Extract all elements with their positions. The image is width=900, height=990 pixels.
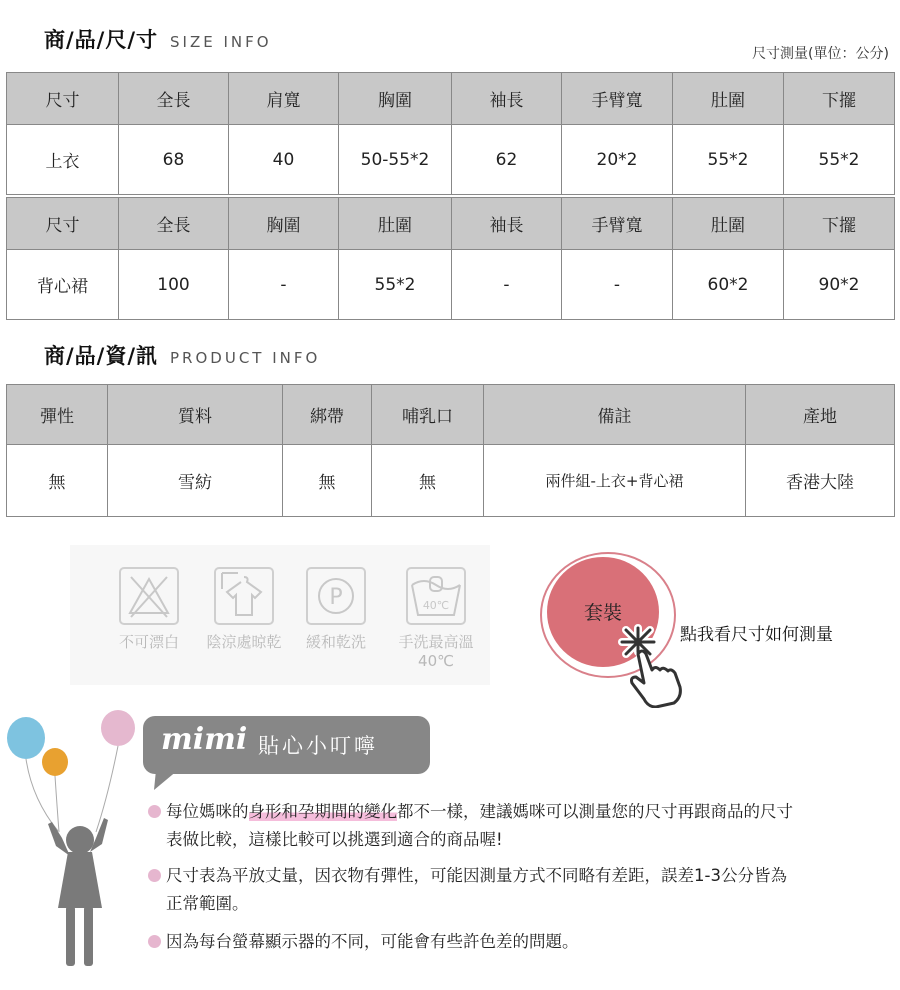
header-cell: 哺乳口 [372,385,484,445]
note-text: 正常範圍。 [166,894,249,913]
header-cell: 袖長 [452,73,562,125]
header-cell: 手臂寬 [562,198,673,250]
note-highlight: 身形和孕期間的變化 [248,802,397,821]
pink-balloon-icon [101,710,135,746]
value-cell: 無 [283,445,372,517]
value-cell: 上衣 [7,125,119,195]
size-title-zh: 商/品/尺/寸 [44,28,159,52]
blue-balloon-icon [7,717,45,759]
p-symbol: P [329,585,343,610]
care-label: 緩和乾洗 [305,633,366,651]
tips-bubble [143,716,430,774]
header-cell: 肚圍 [673,198,784,250]
table-header-row [7,73,895,125]
header-cell: 彈性 [7,385,108,445]
header-cell: 肚圍 [673,73,784,125]
header-cell: 肩寬 [229,73,339,125]
tips-title: 貼心小叮嚀 [258,734,378,758]
size-info-title [44,24,272,54]
set-button-label: 套裝 [583,602,622,624]
shade-dry-icon [214,567,274,625]
child-silhouette-icon [48,818,108,966]
value-cell: 62 [452,125,562,195]
product-info-title [44,340,320,370]
value-cell: 背心裙 [7,250,119,320]
header-cell: 尺寸 [7,73,119,125]
care-label: 不可漂白 [118,633,179,651]
list-item [148,862,888,918]
note-text: 每位媽咪的 [166,802,249,821]
top-size-table [6,72,895,195]
value-cell: - [452,250,562,320]
value-cell: 50-55*2 [339,125,452,195]
care-symbols [70,545,490,685]
note-text: 尺寸表為平放丈量，因衣物有彈性，可能因測量方式不同略有差距，誤差1-3公分皆為 [166,866,787,885]
no-bleach-icon [119,567,179,625]
balloon-girl-illustration [0,700,150,990]
bubble-tail [150,770,180,792]
header-cell: 肚圍 [339,198,452,250]
table-row [7,125,895,195]
note-text: 因為每台螢幕顯示器的不同，可能會有些許色差的問題。 [166,932,579,951]
value-cell: 40 [229,125,339,195]
header-cell: 質料 [108,385,283,445]
header-cell: 手臂寬 [562,73,673,125]
tub-temp: 40℃ [422,599,450,612]
header-cell: 下擺 [784,73,895,125]
bullet-icon [148,805,161,818]
value-cell: - [229,250,339,320]
value-cell: 20*2 [562,125,673,195]
value-cell: 雪紡 [108,445,283,517]
bullet-icon [148,869,161,882]
value-cell: 55*2 [339,250,452,320]
header-cell: 袖長 [452,198,562,250]
note-text: 都不一樣，建議媽咪可以測量您的尺寸再跟商品的尺寸 [397,802,793,821]
list-item [148,798,888,854]
size-title-en: SIZE INFO [170,33,272,51]
value-cell: - [562,250,673,320]
note-text: 表做比較，這樣比較可以挑選到適合的商品喔! [166,830,503,849]
value-cell: 68 [119,125,229,195]
orange-balloon-icon [42,748,68,776]
header-cell: 綁帶 [283,385,372,445]
header-cell: 全長 [119,73,229,125]
value-cell: 60*2 [673,250,784,320]
care-label: 陰涼處晾乾 [206,633,282,651]
value-cell: 無 [7,445,108,517]
value-cell: 無 [372,445,484,517]
header-cell: 胸圍 [339,73,452,125]
care-gentle-dry-clean [296,567,376,652]
header-cell: 全長 [119,198,229,250]
value-cell: 100 [119,250,229,320]
value-cell: 90*2 [784,250,895,320]
value-cell: 香港大陸 [746,445,895,517]
care-shade-dry [194,567,294,652]
product-title-zh: 商/品/資/訊 [44,344,159,368]
header-cell: 尺寸 [7,198,119,250]
product-title-en: PRODUCT INFO [170,349,321,367]
care-no-bleach [104,567,194,652]
table-header-row [7,385,895,445]
value-cell: 55*2 [784,125,895,195]
unit-note: 尺寸測量(單位：公分) [752,46,889,62]
gentle-dry-clean-icon [306,567,366,625]
header-cell: 產地 [746,385,895,445]
care-label: 手洗最高溫 [398,633,474,651]
header-cell: 胸圍 [229,198,339,250]
measure-guide-link[interactable]: 點我看尺寸如何測量 [680,625,833,645]
value-cell: 兩件組-上衣+背心裙 [484,445,746,517]
table-header-row [7,198,895,250]
table-row [7,445,895,517]
dress-size-table [6,197,895,320]
header-cell: 備註 [484,385,746,445]
brand-logo: mimi [161,722,248,757]
product-info-table [6,384,895,517]
hand-wash-40-icon [406,567,466,625]
care-sublabel: 40℃ [418,652,454,670]
care-hand-wash [386,567,486,670]
header-cell: 下擺 [784,198,895,250]
tips-notes [148,798,888,956]
table-row [7,250,895,320]
list-item [148,928,888,956]
value-cell: 55*2 [673,125,784,195]
bullet-icon [148,935,161,948]
